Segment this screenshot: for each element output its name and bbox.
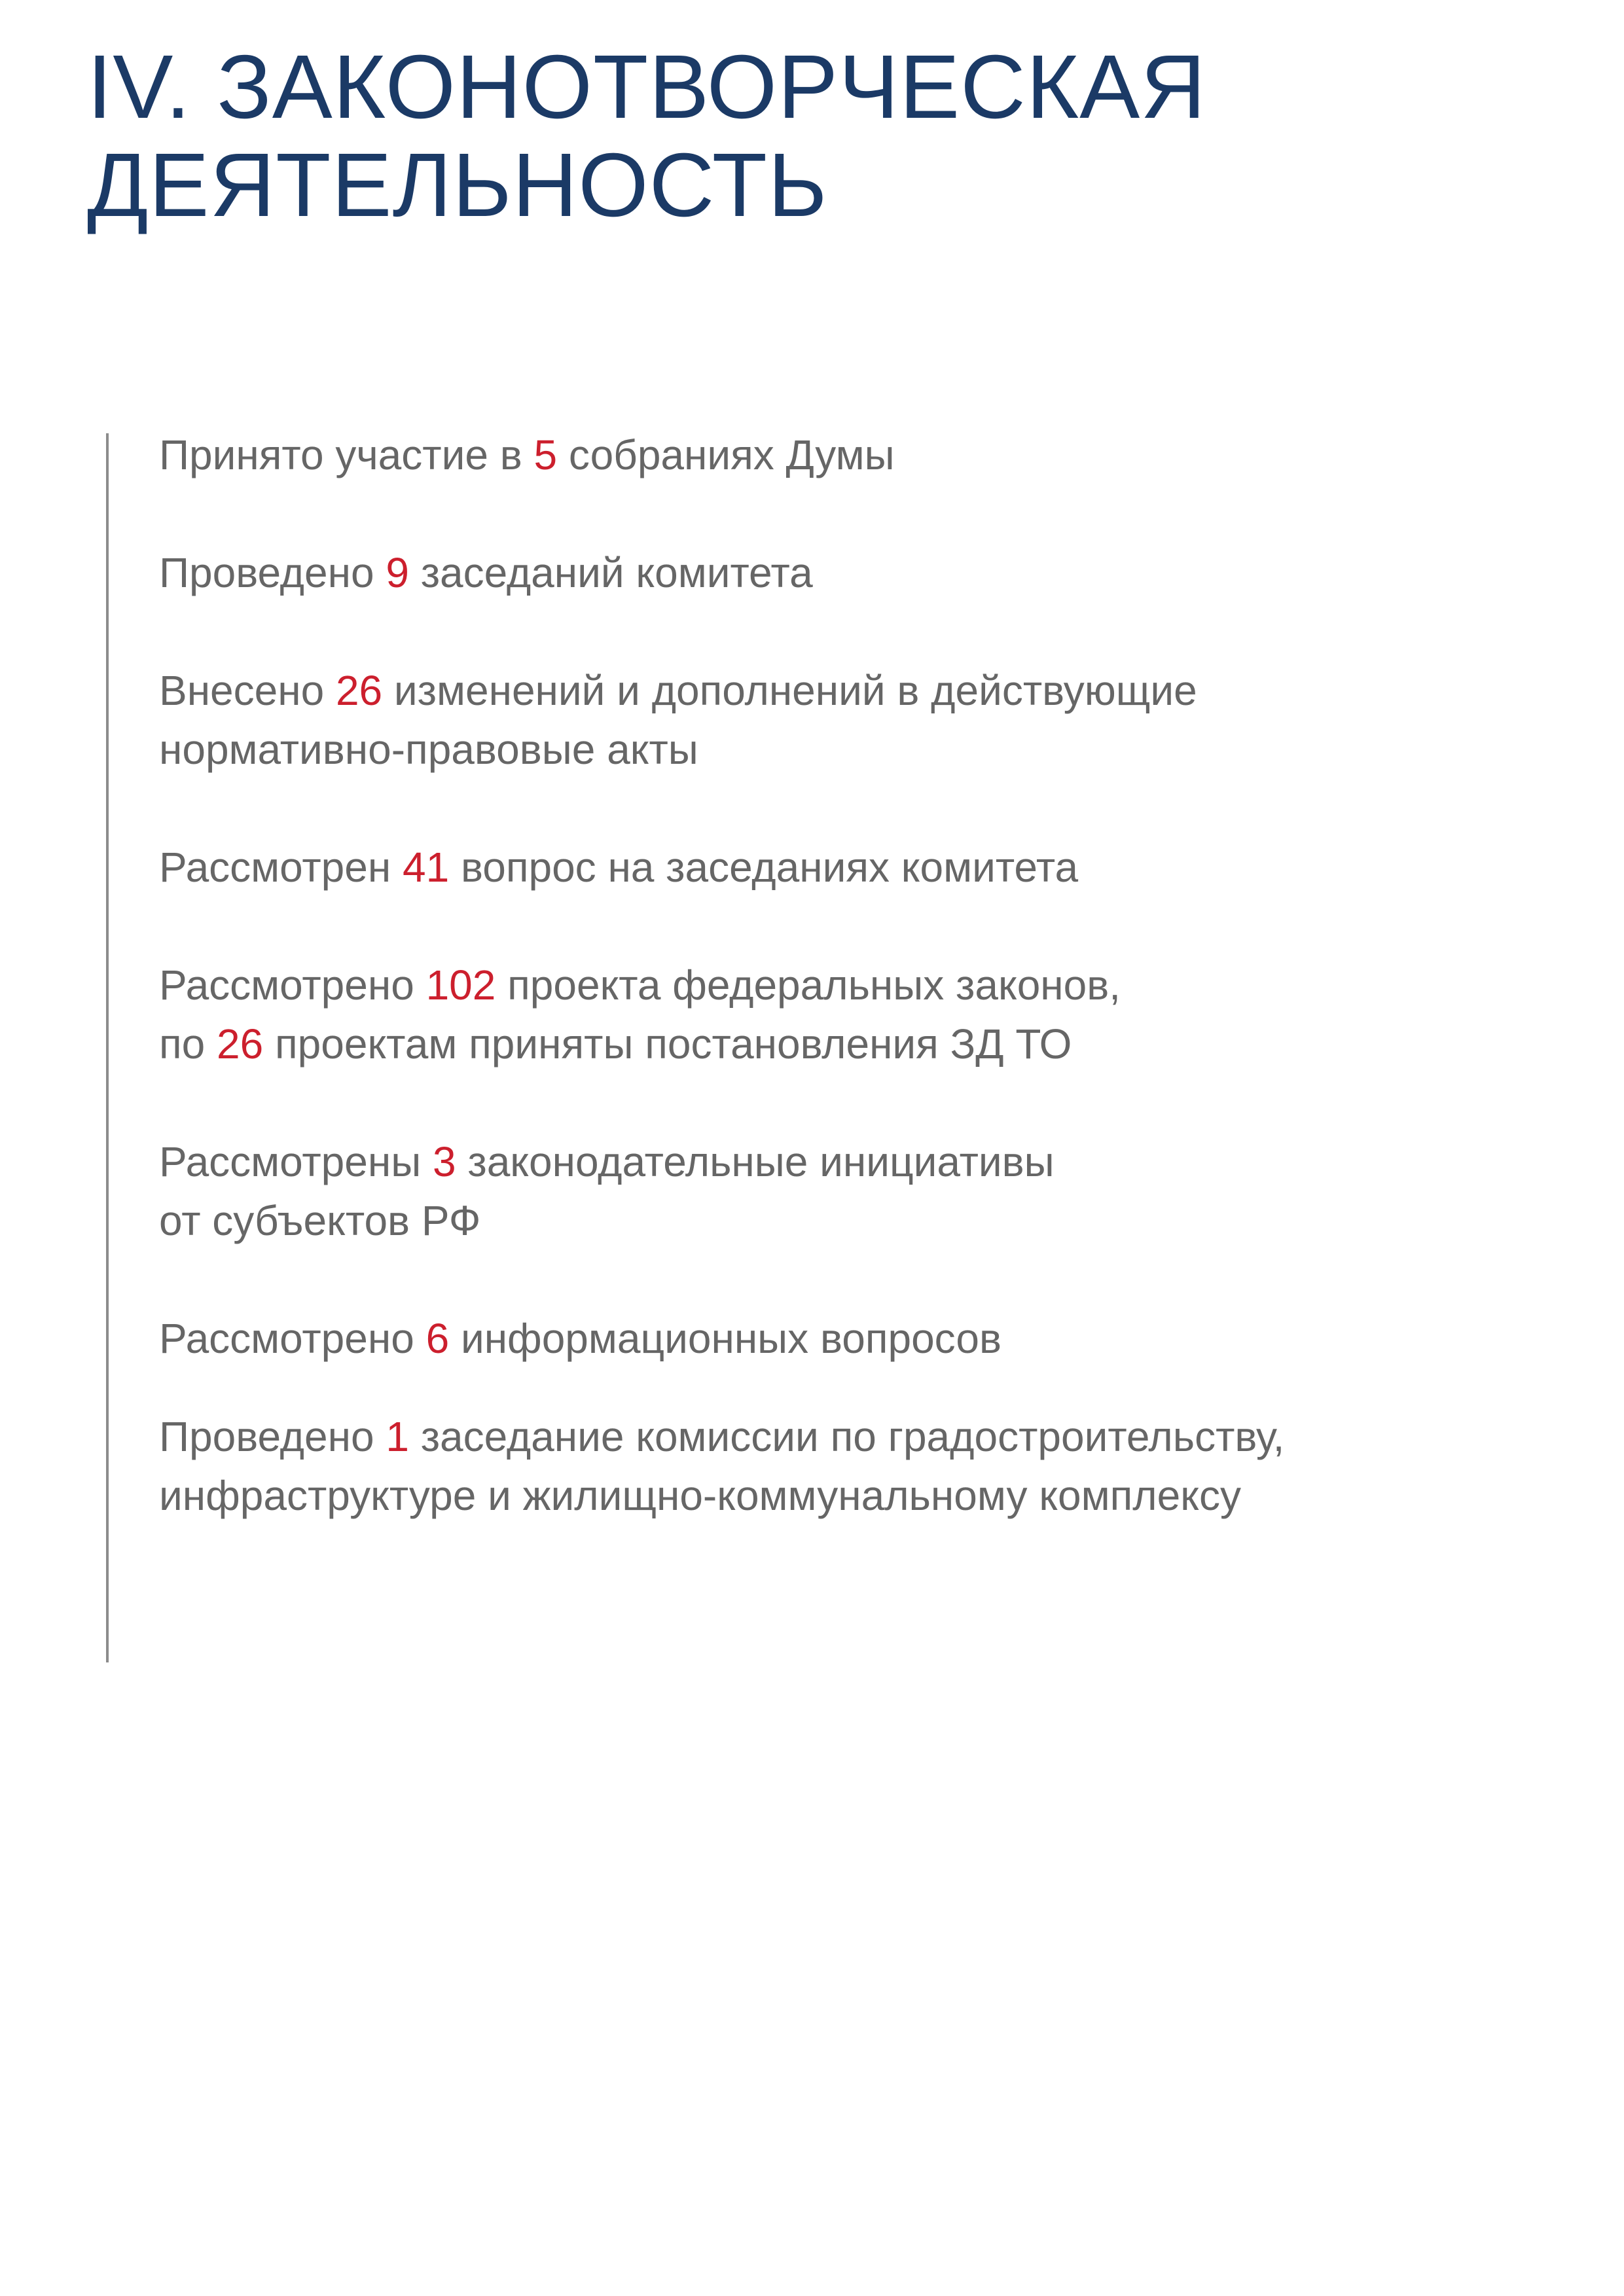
- stat-number: 41: [402, 844, 450, 891]
- stat-line: [159, 1309, 1001, 1368]
- stat-number: 9: [386, 549, 409, 596]
- stat-text: от субъектов РФ: [159, 1197, 481, 1244]
- page-title: [87, 38, 1206, 234]
- stat-text: законодательные инициативы: [456, 1138, 1055, 1185]
- stat-text: нормативно-правовые акты: [159, 726, 698, 773]
- stat-number: 3: [432, 1138, 456, 1185]
- stat-text: Рассмотрен: [159, 844, 403, 891]
- stat-item: [159, 1309, 1001, 1368]
- stat-item: [159, 956, 1121, 1073]
- stat-line: [159, 425, 895, 484]
- stat-text: информационных вопросов: [449, 1315, 1001, 1362]
- stat-text: Принято участие в: [159, 431, 534, 478]
- stat-item: [159, 543, 813, 602]
- stat-text: Внесено: [159, 667, 336, 714]
- stat-item: [159, 661, 1197, 779]
- stat-text: проекта федеральных законов,: [496, 961, 1121, 1009]
- stat-number: 5: [533, 431, 558, 478]
- stat-item: [159, 1407, 1284, 1525]
- stat-line: [159, 1191, 1055, 1250]
- stat-text: проектам приняты постановления ЗД ТО: [263, 1020, 1072, 1067]
- stat-number: 26: [335, 667, 383, 714]
- stat-text: собраниях Думы: [557, 431, 895, 478]
- stat-line: [159, 1407, 1284, 1466]
- vertical-divider: [106, 433, 109, 1662]
- stat-item: [159, 838, 1078, 897]
- stat-text: инфраструктуре и жилищно-коммунальному комплексу: [159, 1472, 1241, 1519]
- stat-text: заседание комиссии по градостроительству,: [408, 1413, 1285, 1460]
- stat-text: Рассмотрено: [159, 961, 426, 1009]
- stat-text: заседаний комитета: [408, 549, 813, 596]
- stat-item: [159, 1132, 1055, 1250]
- stat-text: Рассмотрено: [159, 1315, 426, 1362]
- stat-text: по: [159, 1020, 217, 1067]
- stat-line: [159, 1132, 1055, 1191]
- stat-line: [159, 661, 1197, 720]
- stat-line: [159, 838, 1078, 897]
- stat-number: 102: [425, 961, 496, 1009]
- stat-text: изменений и дополнений в действующие: [382, 667, 1197, 714]
- stat-number: 6: [425, 1315, 450, 1362]
- stat-line: [159, 1014, 1121, 1073]
- stat-number: 26: [217, 1020, 264, 1067]
- stat-text: вопрос на заседаниях комитета: [449, 844, 1079, 891]
- stat-line: [159, 956, 1121, 1014]
- stat-line: [159, 543, 813, 602]
- stat-line: [159, 720, 1197, 779]
- stat-text: Проведено: [159, 549, 386, 596]
- page-title-line-1: IV. ЗАКОНОТВОРЧЕСКАЯ: [87, 37, 1206, 137]
- stat-line: [159, 1466, 1284, 1525]
- stat-text: Проведено: [159, 1413, 386, 1460]
- stat-number: 1: [386, 1413, 409, 1460]
- page-title-line-2: ДЕЯТЕЛЬНОСТЬ: [87, 135, 828, 236]
- stat-item: [159, 425, 895, 484]
- stat-text: Рассмотрены: [159, 1138, 433, 1185]
